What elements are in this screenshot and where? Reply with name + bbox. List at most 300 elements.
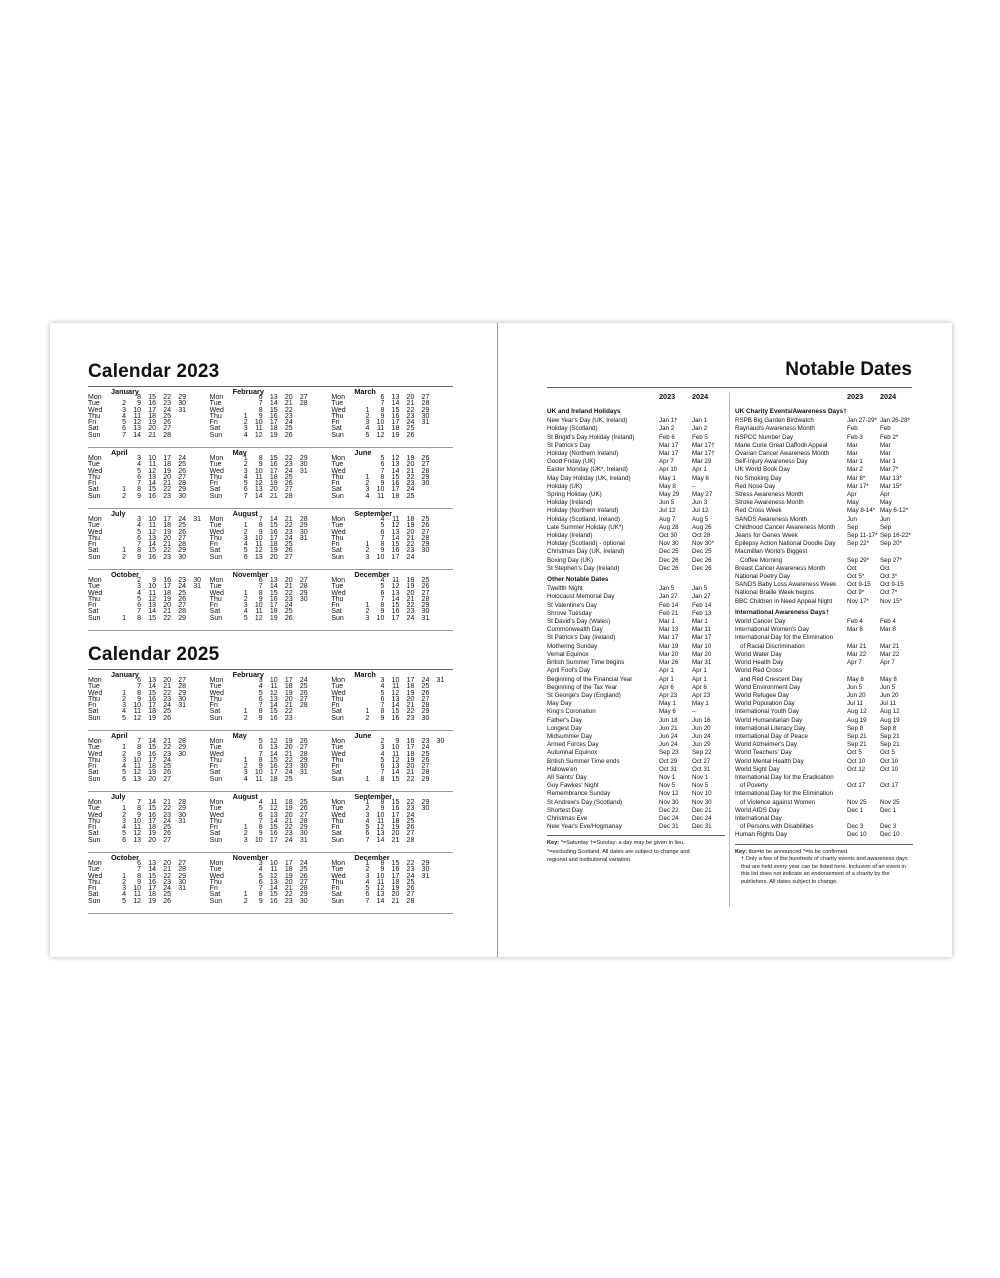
date-cell: 18 [148, 891, 156, 899]
date-cell: 28 [284, 492, 293, 500]
date-row [547, 823, 725, 831]
date-cell: 16 [148, 695, 156, 703]
weekday-label: Fri [209, 763, 218, 771]
weekday-label: Sat [88, 891, 99, 899]
date-cell: 18 [163, 522, 171, 530]
date-cell: 2 [243, 830, 248, 838]
date-row [547, 774, 725, 782]
date-cell: 28 [163, 431, 171, 439]
month-name: October [111, 853, 139, 862]
date-cell: 4 [122, 412, 126, 420]
event-name: Shrove Tuesday [547, 609, 592, 617]
date-cell: 30 [299, 897, 308, 905]
date-cell: 28 [421, 400, 430, 408]
date-cell: 1 [365, 860, 370, 867]
weekday-label: Thu [88, 534, 101, 542]
weekday-label: Sun [209, 553, 223, 561]
month-name: October [111, 570, 139, 579]
section-heading: UK and Ireland Holidays [547, 408, 621, 415]
date-row [547, 466, 725, 474]
date-cell: 27 [406, 830, 415, 838]
date-cell: 16 [163, 577, 171, 584]
weekday-label: Wed [209, 689, 224, 697]
date-cell: 27 [163, 425, 171, 433]
date-cell: 25 [284, 608, 293, 616]
date-cell: 1 [365, 541, 370, 549]
weekday-label: Sat [331, 425, 342, 433]
weekday-label: Thu [331, 756, 344, 764]
date-cell: 27 [299, 577, 308, 584]
date-2024: Sep [880, 523, 892, 531]
calendar-month [88, 388, 210, 446]
date-cell: 8 [380, 708, 385, 716]
date-cell: 20 [163, 677, 171, 684]
event-name: Ovarian Cancer Awareness Month [735, 450, 830, 458]
date-row [547, 725, 725, 733]
weekday-label: Sun [331, 714, 344, 722]
date-cell: 26 [163, 714, 171, 722]
date-2023 [847, 774, 880, 782]
date-2024: Mar 31 [692, 659, 712, 667]
date-2024: Aug 26 [692, 523, 712, 531]
date-cell: 28 [421, 769, 430, 777]
date-row [547, 651, 725, 659]
date-cell: 29 [178, 486, 186, 494]
week-column [156, 395, 171, 439]
date-cell: 2 [243, 419, 248, 427]
date-cell [414, 555, 429, 561]
date-cell: 22 [163, 744, 171, 752]
date-2024: Jun 16 [692, 716, 711, 724]
date-row [547, 524, 725, 532]
date-cell: 2 [122, 811, 126, 819]
week-column [399, 739, 414, 783]
weekday-label: Wed [209, 467, 224, 475]
date-cell: 17 [148, 885, 156, 893]
calendar-month [210, 854, 332, 912]
event-name: World Environment Day [735, 683, 801, 691]
weekday-label: Sat [88, 708, 99, 716]
weekday-label: Mon [209, 860, 224, 867]
date-cell: 8 [380, 602, 385, 610]
date-cell: 1 [365, 602, 370, 610]
date-cell: 27 [178, 677, 186, 684]
week-column [429, 739, 444, 783]
date-cell: 4 [380, 577, 385, 584]
date-cell: 9 [258, 461, 263, 469]
date-cell: 22 [284, 756, 293, 764]
date-row [735, 790, 913, 798]
date-2023: May 8 [659, 482, 676, 490]
date-cell: 21 [163, 541, 171, 549]
date-cell: 25 [406, 492, 415, 500]
event-name: of Persons with Disabilities [740, 823, 814, 831]
date-cell: 8 [258, 522, 263, 530]
date-cell: 6 [258, 394, 263, 401]
date-cell: 2 [122, 695, 126, 703]
date-cell: 3 [243, 769, 248, 777]
date-cell: 1 [122, 614, 126, 622]
event-name: May Day [547, 700, 572, 708]
date-cell: 21 [391, 836, 400, 844]
event-name: World Teachers' Day [735, 749, 792, 757]
date-cell: 19 [391, 885, 400, 893]
date-cell: 30 [178, 492, 186, 500]
weekday-label: Mon [331, 738, 345, 745]
date-cell: 20 [284, 695, 293, 703]
date-cell: 4 [365, 817, 370, 825]
date-cell: 28 [406, 897, 415, 905]
date-2023: Mar 17 [659, 450, 679, 458]
date-2024: Nov 25 [880, 798, 900, 806]
date-2023: Mar 20 [659, 650, 679, 658]
date-cell: 11 [133, 708, 141, 716]
date-cell: 20 [284, 811, 293, 819]
date-cell: 24 [406, 614, 415, 622]
date-cell: 1 [122, 486, 126, 494]
date-cell: 23 [421, 738, 430, 745]
date-cell: 3 [137, 455, 141, 462]
weekday-label: Fri [88, 419, 97, 427]
date-cell: 23 [284, 714, 293, 722]
date-cell: 22 [163, 614, 171, 622]
date-cell: 24 [178, 583, 186, 591]
date-2023: Dec 22 [659, 806, 679, 814]
date-2023: Oct 12 [847, 765, 866, 773]
date-cell: 14 [391, 534, 400, 542]
date-2024: Sep 8 [880, 724, 897, 732]
date-cell: 9 [395, 738, 400, 745]
weekday-label: Fri [88, 541, 97, 549]
date-2023 [847, 634, 880, 642]
weekday-label: Sat [331, 830, 342, 838]
weekday-label: Fri [209, 824, 218, 832]
date-cell: 1 [243, 891, 248, 899]
date-cell: 12 [376, 885, 385, 893]
week-column [171, 739, 186, 783]
date-cell: 21 [163, 480, 171, 488]
date-cell: 18 [269, 608, 278, 616]
key-label: Key: [735, 848, 748, 855]
date-2024: Jul 12 [692, 507, 709, 515]
weekday-label: Wed [209, 406, 224, 414]
date-cell: 24 [406, 486, 415, 494]
date-row [735, 573, 913, 581]
week-column [263, 678, 278, 722]
date-cell: 8 [380, 541, 385, 549]
date-2023: Sep 21 [847, 741, 867, 749]
key-text: *=Saturday †=Sunday: a day may be given in lieu. [560, 840, 685, 847]
week-column [111, 578, 126, 622]
week-column [111, 456, 126, 500]
date-cell: 2 [122, 400, 126, 408]
date-cell: 20 [406, 394, 415, 401]
date-cell: 4 [122, 708, 126, 716]
month-name: December [354, 853, 390, 862]
date-cell: 21 [391, 897, 400, 905]
week-column [399, 517, 414, 561]
weekday-label: Tue [209, 583, 222, 591]
week-column [399, 678, 414, 722]
key-text-3: regional and institutional variation. [547, 857, 632, 864]
date-cell: 24 [163, 406, 171, 414]
date-cell: 1 [243, 412, 248, 420]
calendar-month [88, 671, 210, 729]
weekday-label: Wed [331, 811, 346, 819]
date-2023: Nov 30 [659, 798, 679, 806]
date-cell: 15 [148, 744, 156, 752]
event-name: Vernal Equinox [547, 650, 589, 658]
date-cell: 6 [365, 830, 370, 838]
week-column [171, 578, 186, 622]
date-row [547, 593, 725, 601]
date-cell: 19 [148, 714, 156, 722]
weekday-label: Sat [209, 830, 221, 838]
date-2023: Aug 12 [847, 708, 867, 716]
date-cell: 16 [269, 412, 278, 420]
week-column [156, 517, 171, 561]
date-cell: 18 [284, 683, 293, 691]
date-cell: 27 [299, 394, 308, 401]
calendar-month [331, 854, 453, 912]
week-column [293, 456, 308, 500]
date-cell: 9 [380, 608, 385, 616]
date-cell: 29 [178, 805, 186, 813]
date-cell: 10 [148, 516, 156, 523]
date-cell: 22 [284, 824, 293, 832]
title-rule [88, 386, 453, 387]
weekday-label: Fri [209, 480, 218, 488]
date-cell: 24 [163, 885, 171, 893]
week-column [156, 456, 171, 500]
date-cell: 5 [380, 455, 385, 462]
date-cell: 25 [421, 683, 430, 691]
weekday-label: Wed [331, 872, 346, 880]
date-cell: 1 [243, 708, 248, 716]
date-cell: 15 [269, 824, 278, 832]
date-2024: Jan 5 [692, 585, 708, 593]
date-2024: May [880, 499, 892, 507]
weekday-label: Sat [88, 486, 99, 494]
date-cell: 23 [406, 547, 415, 555]
date-cell: 23 [163, 492, 171, 500]
date-cell: 8 [258, 824, 263, 832]
date-cell: 8 [380, 775, 385, 783]
date-cell: 17 [269, 467, 278, 475]
month-name: July [111, 792, 126, 801]
date-cell: 9 [258, 763, 263, 771]
date-cell: 16 [269, 830, 278, 838]
date-cell: 17 [269, 602, 278, 610]
date-cell: 30 [299, 763, 308, 771]
date-cell: 6 [258, 878, 263, 886]
date-cell: 9 [137, 878, 141, 886]
date-cell: 24 [178, 516, 186, 523]
date-2023: Apr 10 [659, 466, 678, 474]
date-cell: 24 [163, 817, 171, 825]
weekday-label: Sun [88, 614, 101, 622]
date-cell: 24 [284, 534, 293, 542]
week-column [263, 578, 278, 622]
weekday-label: Tue [331, 866, 344, 874]
week-column [186, 578, 201, 622]
week-column [233, 861, 248, 905]
date-cell: 20 [406, 461, 415, 469]
week-column [369, 517, 384, 561]
date-cell: 19 [269, 431, 278, 439]
calendar-month [88, 793, 210, 851]
date-2023: Oct 5* [847, 573, 865, 581]
date-cell: 13 [391, 528, 400, 536]
week-column [354, 800, 369, 844]
date-cell: 19 [148, 897, 156, 905]
date-2023: Oct 17 [847, 782, 866, 790]
date-cell: 7 [258, 583, 263, 591]
week-column [248, 395, 263, 439]
weekday-label: Mon [331, 394, 345, 401]
date-cell: 12 [376, 824, 385, 832]
weekday-label: Wed [88, 811, 103, 819]
date-cell: 7 [258, 750, 263, 758]
calendar-month [88, 571, 210, 629]
week-column [369, 456, 384, 500]
event-name: Breast Cancer Awareness Month [735, 564, 826, 572]
date-2024: Dec 1 [880, 806, 897, 814]
date-2023: May 6 [659, 708, 676, 716]
weekday-label: Tue [88, 805, 100, 813]
date-cell: 19 [406, 522, 415, 530]
date-cell: 3 [365, 419, 370, 427]
event-name: World AIDS Day [735, 806, 780, 814]
calendar-grid [88, 671, 453, 914]
date-row [547, 610, 725, 618]
month-name: August [232, 792, 258, 801]
date-2024: Jun [880, 515, 890, 523]
date-2024: May 27 [692, 491, 713, 499]
week-column [384, 517, 399, 561]
event-name: April Fool's Day [547, 667, 591, 675]
event-name: Christmas Day (UK, Ireland) [547, 548, 625, 556]
date-2023: Aug 7 [659, 515, 676, 523]
date-row [735, 766, 913, 774]
date-cell: 17 [148, 702, 156, 710]
date-cell: 9 [258, 595, 263, 603]
year-2024-label: 2024 [880, 392, 897, 401]
date-cell: 27 [421, 394, 430, 401]
date-cell: 12 [254, 431, 263, 439]
date-cell: 23 [284, 595, 293, 603]
week-column [248, 678, 263, 722]
quarter-divider [88, 791, 453, 792]
week-column [141, 517, 156, 561]
date-cell: 19 [148, 830, 156, 838]
date-2024: Nov 15* [880, 597, 903, 605]
date-2024: – [692, 708, 696, 716]
date-cell: 24 [299, 860, 308, 867]
date-cell: 21 [406, 400, 415, 408]
weekday-label: Sun [88, 775, 101, 783]
weekday-label: Fri [209, 419, 218, 427]
date-2023: May 1 [659, 700, 676, 708]
date-2023 [847, 815, 880, 823]
date-cell: 16 [391, 608, 400, 616]
weekday-label: Mon [209, 516, 224, 523]
weekday-label: Tue [209, 744, 222, 752]
date-cell: 29 [299, 891, 308, 899]
week-column [126, 395, 141, 439]
date-2023: Jul 12 [659, 507, 676, 515]
date-cell: 25 [406, 425, 415, 433]
date-cell: 26 [421, 522, 430, 530]
month-name: February [232, 670, 264, 679]
date-cell: 11 [377, 817, 385, 825]
date-cell: 8 [137, 394, 141, 401]
date-2023: Aug 28 [659, 523, 679, 531]
event-name: Boxing Day (UK) [547, 556, 594, 564]
date-cell: 2 [365, 805, 370, 813]
date-row [547, 434, 725, 442]
date-row [735, 598, 913, 606]
date-cell: 31 [299, 769, 308, 777]
date-cell: 15 [391, 602, 400, 610]
date-cell: 7 [137, 608, 141, 616]
event-name: Epilepsy Action National Doodle Day [735, 540, 836, 548]
event-name: International Youth Day [735, 708, 799, 716]
week-column [278, 517, 293, 561]
weekday-label: Thu [209, 534, 222, 542]
date-cell: 7 [137, 480, 141, 488]
date-cell: 6 [380, 695, 385, 703]
date-cell: 22 [284, 589, 293, 597]
date-2023 [847, 667, 880, 675]
weekday-label: Sun [331, 775, 344, 783]
date-cell: 17 [163, 455, 171, 462]
date-cell: 9 [258, 897, 263, 905]
date-row [547, 425, 725, 433]
date-cell: 28 [406, 836, 415, 844]
date-2024: Oct 28 [692, 532, 711, 540]
date-cell: 7 [137, 738, 141, 745]
date-cell: 2 [243, 595, 248, 603]
weekday-label: Tue [88, 583, 100, 591]
date-cell: 22 [406, 775, 415, 783]
date-cell: 17 [391, 419, 400, 427]
date-cell: 24 [421, 677, 430, 684]
date-cell: 28 [421, 467, 430, 475]
event-name: World Water Day [735, 650, 782, 658]
year-2023-label: 2023 [847, 392, 864, 401]
week-column [399, 578, 414, 622]
calendar-month [210, 388, 332, 446]
date-cell: 17 [163, 583, 171, 591]
weekday-label: Mon [331, 455, 345, 462]
date-2024: Mar 1 [692, 618, 708, 626]
week-column [141, 861, 156, 905]
date-cell: 8 [258, 708, 263, 716]
date-cell: 12 [254, 480, 263, 488]
calendar-month [331, 571, 453, 629]
calendar-quarter [88, 671, 453, 729]
date-cell: 18 [406, 683, 415, 691]
week-column [399, 395, 414, 439]
date-cell: 8 [137, 805, 141, 813]
date-cell: 16 [391, 412, 400, 420]
week-column [278, 800, 293, 844]
date-cell: 1 [365, 799, 370, 806]
event-name: Red Cross Week [735, 507, 782, 515]
date-row [735, 458, 913, 466]
event-name: St Valentine's Day [547, 601, 597, 609]
